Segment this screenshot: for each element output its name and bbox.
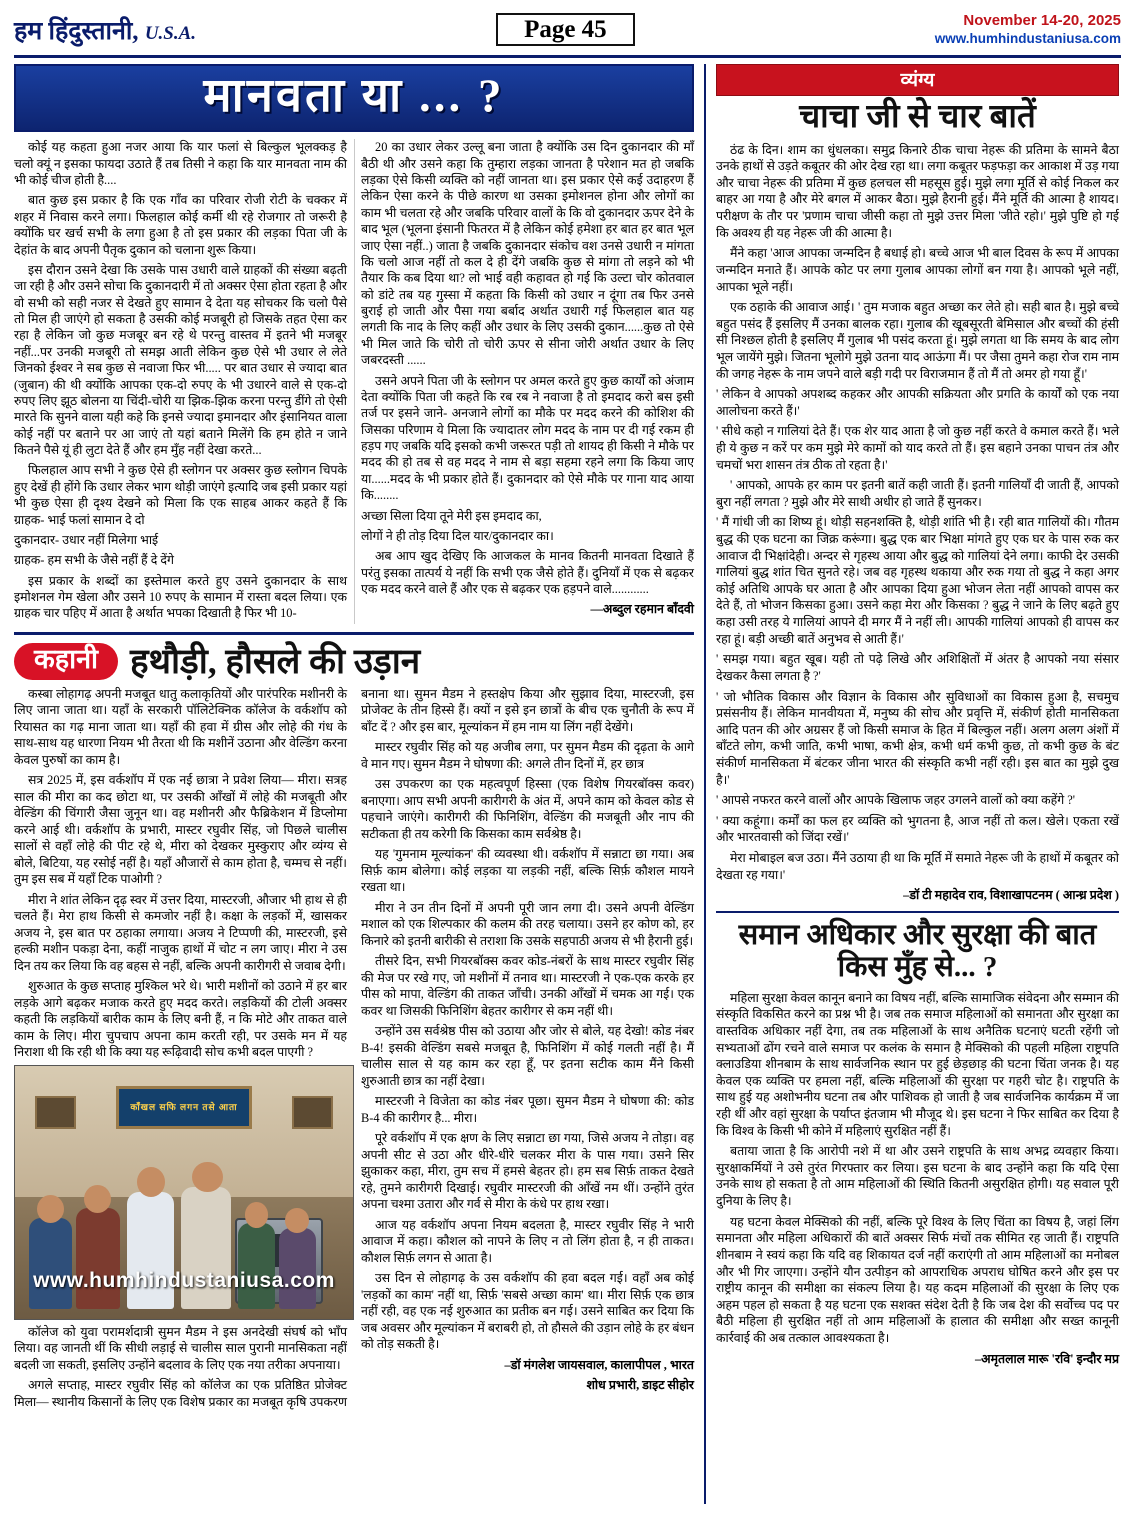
article2-para: पूरे वर्कशॉप में एक क्षण के लिए सन्नाटा छा गया, जिसे अजय ने तोड़ा। वह अपनी सीट से उठा और धीरे-धीरे चलकर मीरा के पास गया। उसने सिर झुकाकर कहा, मीरा, तुम सच में हमसे बेहतर हो। हम सब सिर्फ़ ताकत देखते रहे, तुमने कारीगरी दिखाई। रघुवीर मास्टरजी की आँखें नम थीं। उन्होंने तुरंत अपना चश्मा उतारा और गर्व से मीरा के कंधे पर हाथ रखा।: [361, 1131, 694, 1212]
article4-para: बताया जाता है कि आरोपी नशे में था और उसने राष्ट्रपति के साथ अभद्र व्यवहार किया। सुरक्षाकर्मियों ने उसे तुरंत गिरफ्तार कर लिया। इस घटना के बाद उन्होंने कहा कि यदि ऐसा उनके साथ हो सकता है तो आम महिलाओं की स्थिति कितनी असुरक्षित होगी। यह सवाल पूरी दुनिया के लिए है।: [716, 1144, 1119, 1209]
photo-person-head: [37, 1195, 64, 1223]
article1-para: इस प्रकार के शब्दों का इस्तेमाल करते हुए उसने दुकानदार के साथ इमोशनल गेम खेला और उसने 10 रुपए के सामान में रास्ता बदल लिया। एक ग्राहक चार पहिए में आता है अर्थात भपका दिखाती है फिर भी 10-: [14, 573, 347, 621]
photo-person-head: [245, 1202, 269, 1227]
article2-para: उस उपकरण का एक महत्वपूर्ण हिस्सा (एक विशेष गियरबॉक्स कवर) बनाएगा। आप सभी अपनी कारीगरी के अंत में, अपने काम को केवल कोड से पहचाने जाएंगे। कारीगरी की फिनिशिंग, वेल्डिंग की मजबूती और नाप की सटीकता ही तय करेगी कि किसका काम सर्वश्रेष्ठ है।: [361, 777, 694, 841]
publication-title: [14, 13, 196, 47]
section-divider: [716, 911, 1119, 913]
article1-para: लोगों ने ही तोड़ दिया दिल यार/दुकानदार का।: [361, 528, 554, 543]
article3-byline: –डॉ टी महादेव राव, विशाखापटनम ( आन्ध्र प्रदेश ): [903, 888, 1119, 903]
article3-headline: चाचा जी से चार बातें: [799, 99, 1036, 135]
article1-banner: [14, 64, 694, 132]
publication-title-usa: U.S.A.: [144, 22, 197, 44]
masthead: [14, 10, 1121, 58]
article3-para: मेरा मोबाइल बज उठा। मैंने उठाया ही था कि मूर्ति में समाते नेहरू जी के हाथों में कबूतर को देखता रह गया।': [716, 851, 1119, 882]
article3-para: ठंढ के दिन। शाम का धुंधलका। समुद्र किनारे ठीक चाचा नेहरू की प्रतिमा के सामने बैठा उनके हाथों से उड़ते कबूतर की ओर देख रहा था। लगा कबूतर फड़फड़ा कर आकाश में उड़ गया और चाचा नेहरू की प्रतिमा में कुछ हलचल सी महसूस हुई। मुझे लगा मूर्ति से कोई निकल कर बाहर आ गया है और मेरे बगल में आकर बैठा। मुझे हैरानी हुई। मैंने मूर्ति की आत्मा है शायद। परीक्षण के तौर पर 'प्रणाम चाचा जीसी कहा तो मुझे उत्तर मिला 'जीते रहो।' मुझे पुष्टि हो गई कि अवश्य ही यह नेहरू जी की आत्मा है।: [716, 142, 1119, 240]
photo-person-head: [192, 1162, 222, 1192]
photo-person: [29, 1218, 73, 1309]
article2-para: कॉलेज को युवा परामर्शदात्री सुमन मैडम ने इस अनदेखी संघर्ष को भाँप लिया। वह जानती थीं कि सीधी लड़ाई से चालीस साल पुरानी मानसिकता नहीं बदली जा सकती, इसलिए उन्होंने बदलाव के लिए एक नया तरीका अपनाया।: [14, 1324, 347, 1372]
masthead-meta: [935, 11, 1121, 48]
article2-para: मीरा ने शांत लेकिन दृढ़ स्वर में उत्तर दिया, मास्टरजी, औजार भी हाथ से ही चलते हैं। मेरा हाथ किसी से कमजोर नहीं है। कक्षा के लड़कों में, खासकर अजय ने, इस बात पर ठहाका लगाया। अजय ने टिप्पणी की, मास्टरजी, इसे हल्की मशीन पकड़ा देना, कहीं नाजुक हाथों में चोट न लग जाए। मीरा ने उस दिन तय कर लिया कि वह बहस से नहीं, बल्कि अपनी कारीगरी से जवाब देगी।: [14, 892, 347, 973]
photo-wall-frame: [292, 1096, 333, 1129]
photo-watermark: www.humhindustaniusa.com: [33, 1268, 335, 1292]
article2-header: [14, 643, 694, 680]
article3-para: एक ठहाके की आवाज आई। ' तुम मजाक बहुत अच्छा कर लेते हो। सही बात है। मुझे बच्चे बहुत पसंद हैं इसलिए मैं उनका बालक रहा। गुलाब की खूबसूरती बेमिसाल और बच्चों की हंसी सी निश्छल होती है इसलिए मैं गुलाब भी पसंद करता हूं। मुझे लगता था कि समय के बाद लोग भूल जायेंगे मुझे। जितना भूलोगे मुझे उतना याद आऊंगा मैं। पर जैसा तुमने कहा रोज राम नाम की जगह नेहरू के नाम जपने वाले बड़ी गदी पर विराजमान हैं तो मैं तो अमर हो गया हूँ।': [716, 300, 1119, 381]
article1-para: अच्छा सिला दिया तूने मेरी इस इमदाद का,: [361, 508, 542, 523]
website-url[interactable]: www.humhindustaniusa.com: [934, 31, 1121, 47]
article3-body: [716, 142, 1119, 904]
article3-para: ' मैं गांधी जी का शिष्य हूं। थोड़ी सहनशक्ति है, थोड़ी शांति भी है। रही बात गालियों की। गौतम बुद्ध की एक घटना का जिक्र करूंगा। बुद्ध एक बार भिक्षा मांगते हुए एक घर के पास रुक कर आवाज दी भिक्षांदेही। अन्दर से गृहस्थ आया और बुद्ध को गालियां देने लगा। काफी देर उसकी गालियां बुद्ध शांत चित सुनते रहे। जब वह गृहस्थ थकाया और रुक गया तो बुद्ध ने कहा अगर कोई अतिथि आपके घर आता है और आपका दिया हुआ भोजन लेता नहीं आपको वापस कर देते हैं, तो भोजन किसका हुआ। उसने कहा मेरा और किसका ? बुद्ध ने जाने के लिए बढ़ते हुए कहा उसी तरह ये गालियां आपने दी मगर मैं ने नहीं ली। आपकी गालियां आपको ही वापस कर रहा हूं। बड़ी अच्छी बातें अनुभव से आती हैं।': [716, 515, 1119, 646]
article4-body: [716, 990, 1119, 1367]
right-column: [704, 64, 1119, 1504]
article2-byline-1: –डॉ मंगलेश जायसवाल, कालापीपल , भारत: [504, 1357, 694, 1372]
article2-para: मास्टरजी ने विजेता का कोड नंबर पूछा। सुमन मैडम ने घोषणा की: कोड B-4 की कारीगर है... मीरा।: [361, 1094, 694, 1125]
photo-person: [238, 1223, 275, 1309]
article2-para: शुरुआत के कुछ सप्ताह मुश्किल भरे थे। भारी मशीनों को उठाने में हर बार लड़के आगे बढ़कर मजाक करते हुए मदद करते। लड़कियों की टोली अक्सर कहती कि लड़कियों बारीक काम के लिए बनी हैं, न कि मोटे और ताकत वाले काम के लिए। मीरा चुपचाप अपना काम करती रही, पर उसके मन में यह निराशा थी कि रही थी कि क्या यह रूढ़िवादी सोच कभी बदल पाएगी ?: [14, 979, 347, 1060]
article1-byline: —अब्दुल रहमान बाँदवी: [590, 602, 694, 617]
article1-para: इस दौरान उसने देखा कि उसके पास उधारी वाले ग्राहकों की संख्या बढ़ती जा रही है और उसने सोचा कि दुकानदारी में तो अक्सर ऐसा होता रहता है और वो सभी को सही नजर से देखते हुए सामान दे देता यह सोचकर कि चलो पैसे तो मिल ही जाएंगे हो सकता है उसकी कोई मजबूरी हो जिसके तहत ऐसा कर रहा है लेकिन जो कुछ मजबूर बन रहे थे परन्तु वास्तव में इतने भी मजबूर नहीं...पर उनकी मजबूरी तो समझ आती लेकिन कुछ ऐसे भी उधार ले लेते जिनको ईश्वर ने सब कुछ से नवाजा फिर भी..... पर बात उधार से ज्यादा बात (जुबान) की थी क्योंकि आपका एक-दो रुपए के भी उधारने वाले से एक-दो रुपए लिए झूठ बोलना या चिंदी-चोरी या झिक-झिक करना परन्तु डींगे तो ऐसी मारते कि सुनने वाला यही कहे कि इनसे ज्यादा इमानदार और इंसानियत वाला कोई नहीं पर बताने पर आ जाएं तो यहां बताने मिलेंगे कि हम होते न जाने कितने पैसे यूं ही लुटा देते हैं और हम मुँह नहीं देखा करते...: [14, 262, 347, 458]
article3-para: ' सीधे कहो न गालियां देते हैं। एक शेर याद आता है जो कुछ नहीं करते वे कमाल करते हैं। भले ही ये कुछ न करें पर कम मुझे मेरे कामों को याद करते तो हैं। इस बहाने उनका पाचन तंत्र और चमचों भरा शासन तंत्र ठीक तो रहता है।': [716, 424, 1119, 472]
article4-para: यह घटना केवल मेक्सिको की नहीं, बल्कि पूरे विश्व के लिए चिंता का विषय है, जहां लिंग समानता और महिला अधिकारों की बातें अक्सर सिर्फ मंचों तक सीमित रह जाती हैं। राष्ट्रपति शीनबाम ने स्वयं कहा कि यदि वह शिकायत दर्ज नहीं कराएंगी तो आम महिलाओं का मनोबल और भी गिर जाएगा। उन्होंने यौन उत्पीड़न को आपराधिक अपराध घोषित करने और इस पर राष्ट्रीय कानून की समीक्षा का संकल्प लिया है। यह कदम महिलाओं की सुरक्षा के लिए एक अहम पहल हो सकता है यह घटना एक सशक्त संदेश देती है कि जब देश की सर्वोच्च पद पर बैठी महिला ही सुरक्षित नहीं तो आम महिलाओं के हालात की समीक्षा और सख्त कानूनी कार्रवाई की अब तत्काल आवश्यकता है।: [716, 1214, 1119, 1345]
article4-byline: –अमृतलाल मारू 'रवि' इन्दौर मप्र: [974, 1351, 1119, 1366]
article1-para: उसने अपने पिता जी के स्लोगन पर अमल करते हुए कुछ कार्यों को अंजाम देता क्योंकि पिता जी कहते कि रब रब ने नवाजा है तो इमदाद करो बस इसी तर्ज पर इसने जाने- अनजाने लोगों का मौके पर मदद करने की कोशिश की जिसका परिणाम ये मिला कि ज्यादातर लोग मदद के नाम पर दी गई रकम ही हड़प गए जबकि यदि इसको कभी जरूरत पड़ी तो शायद ही किसी ने मौके पर मदद की हो तब से वह मदद ने नाम से बड़ा सहमा रहने लगा कि किया जाए या......मदद के भी प्रकार होते हैं। दुकानदार को ऐसे मौके पर गाना याद आया कि........: [361, 373, 694, 503]
category-badge-kahani: कहानी: [14, 643, 118, 680]
section-label-vyangya: व्यंग्य: [716, 64, 1119, 96]
article1-para: कोई यह कहता हुआ नजर आया कि यार फलां से बिल्कुल भूलक्कड़ है चलो क्यूं न इसका फायदा उठाते हैं तब तिसी ने कहा कि यार मानवता नाम की भी कोई चीज होती है....: [14, 140, 347, 188]
left-column: [14, 64, 694, 1504]
photo-person-head: [285, 1208, 309, 1233]
article1-body: [14, 139, 694, 624]
article3-para: मैंने कहा 'आज आपका जन्मदिन है बधाई हो। बच्चे आज भी बाल दिवस के रूप में आपका जन्मदिन मनाते हैं। आपके कोट पर लगा गुलाब आपका लोगों बन गया है। आपको भूले नहीं, आपका भूले नहीं।: [716, 246, 1119, 294]
article2-para: उन्होंने उस सर्वश्रेष्ठ पीस को उठाया और जोर से बोले, यह देखो! कोड नंबर B-4! इसकी वेल्डिंग सबसे मजबूत है, फिनिशिंग में कोई गलती नहीं है। मैं चालीस साल से यह काम कर रहा हूँ, पर इतना सटीक काम मैंने किसी शुरुआती छात्र का नहीं देखा।: [361, 1024, 694, 1088]
article1-para: बात कुछ इस प्रकार है कि एक गाँव का परिवार रोजी रोटी के चक्कर में शहर में निवास करने लगा। फिलहाल कोई कर्मी थी रहे रोजगार तो जरूरी है क्योंकि घर खर्च सभी के लगा हुआ है तो इस प्रकार की लड़का पिता जी के देहांत के बाद अपनी पैतृक दुकान को चलाना शुरू किया।: [14, 193, 347, 257]
article3-para: ' आपसे नफरत करने वालों और आपके खिलाफ जहर उगलने वालों को क्या कहेंगे ?': [716, 793, 1076, 808]
article1-para: ग्राहक- हम सभी के जैसे नहीं हैं दे देंगे: [14, 553, 174, 568]
article2-para: यह 'गुमनाम मूल्यांकन' की व्यवस्था थी। वर्कशॉप में सन्नाटा छा गया। अब सिर्फ़ काम बोलेगा। कोई लड़का या लड़की नहीं, बल्कि सिर्फ़ कौशल मायने रखता था।: [361, 847, 694, 895]
article2-para: मास्टर रघुवीर सिंह को यह अजीब लगा, पर सुमन मैडम की दृढ़ता के आगे वे मान गए। सुमन मैडम ने घोषणा की: अगले तीन दिनों में, हर छात्र: [361, 740, 694, 771]
article2-photo: [14, 1065, 354, 1320]
article1-para: दुकानदार- उधार नहीं मिलेगा भाई: [14, 532, 159, 547]
article3-para: ' लेकिन वे आपको अपशब्द कहकर और आपकी सक्रियता और प्रगति के कार्यों को एक नया आलोचना करते हैं।': [716, 387, 1119, 418]
article2-headline: हथौड़ी, हौसले की उड़ान: [130, 641, 421, 681]
photo-person-head: [84, 1185, 111, 1213]
article4-headline: समान अधिकार और सुरक्षा की बात किस मुँह से... ?: [738, 918, 1097, 984]
article1-para: 20 का उधार लेकर उल्लू बना जाता है क्योंकि उस दिन दुकानदार की माँ बैठी थी और उसने कहा कि तुम्हारा लड़का जानता है परेशान मत हो जबकि लड़का ऐसे किसी व्यक्ति को नहीं जानता था। इस प्रकार ऐसे कई उदाहरण हैं लेकिन ऐसा करने के पीछे कारण था उसका इमोशनल होना और लोगों का काम भी चलता रहे और जबकि परिवार वालों के कि वो दुकानदार ऊपर देने के बाद भूल (भूलना इंसानी फितरत में है लेकिन कोई हमेशा हर बात हर बात भूल जाए ऐसा नहीं..) जाता है जबकि दुकानदार संकोच वश उनसे उधारी न मांगता कि चलो आज नहीं तो कल दे ही देंगे जबकि कुछ से मांगा तो लड़ने को भी तैयार कि कब दिया था? लो भाई वही कहावत हो गई कि उल्टा चोर कोतवाल को डांटे तब यह गुस्सा में कहता कि किसी को उधार न दूंगा तब फिर उनसे बुराई हो जाती और पैसा गया बर्बाद अर्थात उधारी गई फिलहाल बात यह लगती कि नाद के लिए कहीं और उधार के लिए उसकी दुकान......कुछ तो ऐसे भी मिल जाते कि चोरी तो चोरी ऊपर से सीना जोरी अर्थात उधार के लिए जबरदस्ती ......: [361, 140, 694, 368]
article2-byline-2: शोध प्रभारी, डाइट सीहोर: [586, 1378, 694, 1393]
article2-para: सत्र 2025 में, इस वर्कशॉप में एक नई छात्रा ने प्रवेश लिया— मीरा। सत्रह साल की मीरा का कद छोटा था, पर उसकी आँखों में लोहे की मजबूती और वेल्डिंग की चिंगारी जैसा जुनून था। वह मशीनरी और फैब्रिकेशन में डिप्लोमा करने आई थी। वर्कशॉप के प्रभारी, मास्टर रघुवीर सिंह, जो पिछले चालीस सालों से वहाँ लोहे की पीट रहे थे, मीरा को देखकर मुस्कुराए और व्यंग्य से बोले, बिटिया, यह रसोई नहीं है। यहाँ औजारों से काम होता है, चम्मच से नहीं। तुम इस सब में यहाँ टिक पाओगी ?: [14, 773, 347, 887]
photo-wall-frame: [35, 1096, 76, 1129]
article3-para: ' आपको, आपके हर काम पर इतनी बातें कही जाती हैं। इतनी गालियाँ दी जाती हैं, आपको बुरा नहीं लगता ? मुझे और मेरे साथी अधीर हो जाते हैं सुनकर।: [716, 478, 1119, 509]
article3-para: ' जो भौतिक विकास और विज्ञान के विकास और सुविधाओं का विकास हुआ है, सचमुच प्रसंसनीय हैं। लेकिन मानवीयता में, मनुष्य की सोच और प्रवृत्ति में, संकीर्ण होती मानसिकता आदि पतन की ओर अग्रसर हैं जो किसी समाज के हित में बिल्कुल नहीं। अलग अलग अंशों में बाँटते लोग, कभी जाति, कभी भाषा, कभी क्षेत्र, कभी धर्म कभी कुछ, तो कभी कुछ के बंट संकीर्ण मानसिकता में बंटकर जीना भारत की संस्कृति कभी नहीं रही। इस बात का मुझे दुख है।': [716, 689, 1119, 787]
article1-headline: मानवता या ... ?: [203, 70, 505, 122]
publication-title-hindi: हम हिंदुस्तानी,: [14, 17, 139, 45]
article2-para: कस्बा लोहागढ़ अपनी मजबूत धातु कलाकृतियों और पारंपरिक मशीनरी के लिए जाना जाता था। यहाँ के सरकारी पॉलिटेक्निक कॉलेज के वर्कशॉप को रियासत का गढ़ माना जाता था। यहाँ की हवा में ग्रीस और लोहे की गंध के साथ-साथ यह धारणा नियम भी तैरता थी कि मशीनें उठाना और वेल्डिंग करना केवल पुरुषों का काम है।: [14, 686, 347, 767]
article2-para: अगले सप्ताह, मास्टर रघुवीर सिंह को कॉलेज का एक प्रतिष्ठित प्रोजेक्ट मिला— स्थानीय किसानों के लिए एक विशेष प्रकार का मजबूत कृषि उपकरण बनाना था। सुमन मैडम ने हस्तक्षेप किया और सुझाव दिया, मास्टरजी, इस प्रोजेक्ट के तीन हिस्से हैं। क्यों न इसे इन छात्रों के बीच एक चुनौती के रूप में बाँट दें ? और इस बार, मूल्यांकन में हम नाम या लिंग नहीं देखेंगे।: [14, 686, 694, 1409]
article2-para: मीरा ने उन तीन दिनों में अपनी पूरी जान लगा दी। उसने अपनी वेल्डिंग मशाल को एक शिल्पकार की कलम की तरह चलाया। उसने हर कोण को, हर किनारे को इतनी बारीकी से तराशा कि उसके सहपाठी अजय से भी हैरानी हुई।: [361, 900, 694, 948]
page-body: [14, 64, 1121, 1504]
article3-para: ' क्या कहूंगा। कर्मों का फल हर व्यक्ति को भुगतना है, आज नहीं तो कल। खेले। एकता रखें और भारतवासी को जिंदा रखें।': [716, 813, 1119, 845]
article2-para: तीसरे दिन, सभी गियरबॉक्स कवर कोड-नंबरों के साथ मास्टर रघुवीर सिंह की मेज पर रखे गए, जो मशीनों में तनाव था। मास्टरजी ने एक-एक करके हर पीस को मापा, वेल्डिंग की ताकत जाँची। उनकी आँखों में चमक आ गई। एक कवर था जिसकी फिनिशिंग बेहतर कारीगर से कम नहीं थी।: [361, 954, 694, 1018]
article2-para: आज यह वर्कशॉप अपना नियम बदलता है, मास्टर रघुवीर सिंह ने भारी आवाज में कहा। कौशल को नापने के लिए न तो लिंग होता है, न ही ताकत। कौशल सिर्फ़ लगन से आता है।: [361, 1217, 694, 1265]
issue-date: November 14-20, 2025: [963, 11, 1121, 29]
photo-signboard-text: काँखल सफि लगन तसे आता: [116, 1086, 251, 1129]
article3-para: ' समझ गया। बहुत खूब। यही तो पढ़े लिखे और अशिक्षितों में अंतर है आपको नया संसार देखकर कैसा लगता है ?': [716, 652, 1119, 683]
page-number-badge: Page 45: [496, 13, 635, 47]
article1-para: अब आप खुद देखिए कि आजकल के मानव कितनी मानवता दिखाते हैं परंतु इसका तात्पर्य ये नहीं कि सभी एक जैसे होते हैं। दुनियाँ में एक से बढ़कर एक मदद करने वाले हैं और एक से बढ़कर एक हड़पने वाले............: [361, 549, 694, 597]
article2-para: उस दिन से लोहागढ़ के उस वर्कशॉप की हवा बदल गई। वहाँ अब कोई 'लड़कों का काम' नहीं था, सिर्फ़ 'सबसे अच्छा काम' था। मीरा सिर्फ़ एक छात्र नहीं रही, वह एक नई शुरुआत का प्रतीक बन गई। उसने साबित कर दिया कि जब अवसर और मूल्यांकन में बराबरी हो, तो हौसले की उड़ान लोहे के हर बंधन को तोड़ सकती है।: [361, 1271, 694, 1352]
section-divider: [14, 632, 694, 635]
article4-para: महिला सुरक्षा केवल कानून बनाने का विषय नहीं, बल्कि सामाजिक संवेदना और सम्मान की संस्कृति विकसित करने का प्रश्न भी है। जब तक समाज महिलाओं को समानता और सुरक्षा का वास्तविक अधिकार नहीं देगा, तब तक महिलाओं के साथ अनैतिक घटनाएं घटती रहेंगी जो सभ्यताओं ढोंग रचने वाले समाज पर कलंक के समान है मेक्सिको की पहली महिला राष्ट्रपति क्लाउडिया शीनबाम के साथ सार्वजनिक स्थान पर हुई छेड़छाड़ की घटना चिंता जनक है। यह केवल एक व्यक्ति पर हमला नहीं, बल्कि महिलाओं की सुरक्षा पर गहरी चोट है। राष्ट्रपति के साथ हुई यह अशोभनीय घटना तब और पाशिवक हो जाती है जब सार्वजनिक कार्यक्रम में जा रही थीं और वहां सुरक्षा के पर्याप्त इंतजाम भी मौजूद थे। इस घटना ने फिर साबित कर दिया है कि विश्व के किसी भी कोने में महिलाएं सुरक्षित नहीं हैं।: [716, 990, 1119, 1138]
article1-para: फिलहाल आप सभी ने कुछ ऐसे ही स्लोगन पर अक्सर कुछ स्लोगन चिपके हुए देखें ही होंगे कि उधार लेकर भाग थोड़ी जाएंगे इत्यादि जब इसी प्रकार यहां भी कुछ ऐसा ही दृश्य देखने को मिला कि एक साहब आकर कहते हैं कि ग्राहक- भाई फलां सामान दे दो: [14, 463, 347, 527]
article2-body: [14, 686, 694, 1411]
